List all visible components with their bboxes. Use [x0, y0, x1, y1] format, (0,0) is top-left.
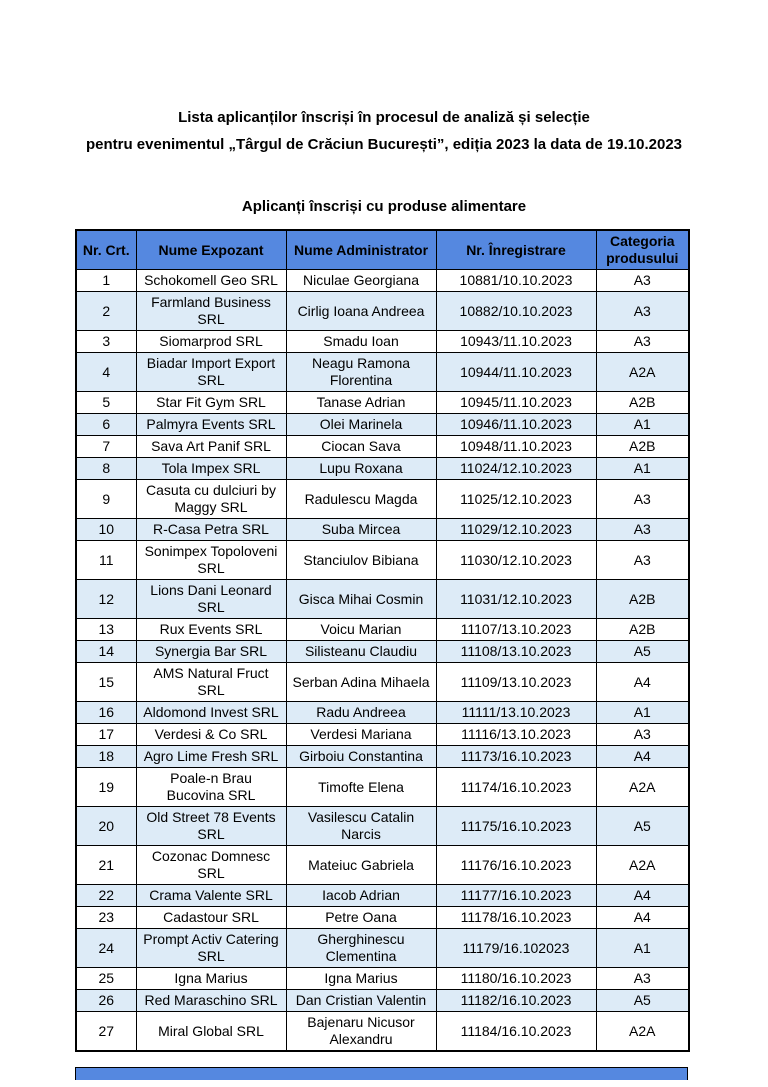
cell-nume-expozant: Rux Events SRL	[136, 619, 286, 641]
cell-categoria-produsului: A3	[596, 292, 689, 331]
cell-nr-inregistrare: 11111/13.10.2023	[436, 702, 596, 724]
cell-nume-expozant: Cozonac Domnesc SRL	[136, 846, 286, 885]
page-title	[0, 0, 768, 158]
table-row	[76, 480, 689, 519]
cell-nume-expozant: Siomarprod SRL	[136, 331, 286, 353]
cell-nr-inregistrare: 11182/16.10.2023	[436, 990, 596, 1012]
cell-nr-crt: 3	[76, 331, 136, 353]
cell-nume-administrator: Suba Mircea	[286, 519, 436, 541]
cell-nr-crt: 10	[76, 519, 136, 541]
table-row	[76, 907, 689, 929]
cell-nume-expozant: Crama Valente SRL	[136, 885, 286, 907]
table-row	[76, 641, 689, 663]
applicants-table	[75, 229, 690, 1052]
cell-nr-inregistrare: 11029/12.10.2023	[436, 519, 596, 541]
cell-categoria-produsului: A1	[596, 929, 689, 968]
column-header-nr-inregistrare: Nr. Înregistrare	[436, 230, 596, 270]
table-row	[76, 458, 689, 480]
cell-nr-inregistrare: 11176/16.10.2023	[436, 846, 596, 885]
cell-nr-crt: 25	[76, 968, 136, 990]
table-header-row	[76, 230, 689, 270]
cell-nume-expozant: Synergia Bar SRL	[136, 641, 286, 663]
table-row	[76, 663, 689, 702]
cell-nume-expozant: Biadar Import Export SRL	[136, 353, 286, 392]
cell-categoria-produsului: A3	[596, 541, 689, 580]
cell-nume-expozant: Casuta cu dulciuri by Maggy SRL	[136, 480, 286, 519]
cell-nume-administrator: Radulescu Magda	[286, 480, 436, 519]
cell-nr-inregistrare: 11108/13.10.2023	[436, 641, 596, 663]
cell-nume-administrator: Silisteanu Claudiu	[286, 641, 436, 663]
cell-nume-expozant: R-Casa Petra SRL	[136, 519, 286, 541]
cell-nr-crt: 26	[76, 990, 136, 1012]
table-row	[76, 990, 689, 1012]
cell-nr-crt: 20	[76, 807, 136, 846]
cell-nr-inregistrare: 11025/12.10.2023	[436, 480, 596, 519]
cell-nr-inregistrare: 11184/16.10.2023	[436, 1012, 596, 1052]
cell-nume-administrator: Verdesi Mariana	[286, 724, 436, 746]
cell-categoria-produsului: A5	[596, 990, 689, 1012]
column-header-categoria-produsului: Categoria produsului	[596, 230, 689, 270]
column-header-nume-administrator: Nume Administrator	[286, 230, 436, 270]
cell-categoria-produsului: A3	[596, 968, 689, 990]
cell-categoria-produsului: A3	[596, 331, 689, 353]
cell-nume-administrator: Cirlig Ioana Andreea	[286, 292, 436, 331]
cell-nume-administrator: Ciocan Sava	[286, 436, 436, 458]
cell-nume-expozant: Igna Marius	[136, 968, 286, 990]
cell-nume-expozant: Sava Art Panif SRL	[136, 436, 286, 458]
cell-nume-administrator: Mateiuc Gabriela	[286, 846, 436, 885]
cell-categoria-produsului: A3	[596, 270, 689, 292]
cell-categoria-produsului: A2B	[596, 392, 689, 414]
cell-nr-inregistrare: 10882/10.10.2023	[436, 292, 596, 331]
cell-nume-administrator: Petre Oana	[286, 907, 436, 929]
cell-nume-expozant: Cadastour SRL	[136, 907, 286, 929]
cell-nume-expozant: Lions Dani Leonard SRL	[136, 580, 286, 619]
cell-categoria-produsului: A1	[596, 458, 689, 480]
cell-categoria-produsului: A2B	[596, 436, 689, 458]
cell-nr-crt: 27	[76, 1012, 136, 1052]
cell-nr-inregistrare: 11179/16.102023	[436, 929, 596, 968]
page-title-line1: Lista aplicanților înscriși în procesul de analiză și selecție	[178, 109, 590, 126]
cell-nr-crt: 22	[76, 885, 136, 907]
table-row	[76, 885, 689, 907]
cell-nume-administrator: Radu Andreea	[286, 702, 436, 724]
cell-categoria-produsului: A2A	[596, 1012, 689, 1052]
cell-categoria-produsului: A2B	[596, 619, 689, 641]
table-row	[76, 541, 689, 580]
cell-nume-administrator: Iacob Adrian	[286, 885, 436, 907]
cell-nr-inregistrare: 11177/16.10.2023	[436, 885, 596, 907]
cell-nume-expozant: Sonimpex Topoloveni SRL	[136, 541, 286, 580]
cell-categoria-produsului: A3	[596, 480, 689, 519]
table-row	[76, 619, 689, 641]
cell-categoria-produsului: A2A	[596, 353, 689, 392]
table-row	[76, 768, 689, 807]
cell-nr-inregistrare: 11107/13.10.2023	[436, 619, 596, 641]
cell-nume-expozant: Miral Global SRL	[136, 1012, 286, 1052]
cell-nume-administrator: Smadu Ioan	[286, 331, 436, 353]
cell-nume-administrator: Gisca Mihai Cosmin	[286, 580, 436, 619]
column-header-nume-expozant: Nume Expozant	[136, 230, 286, 270]
cell-nr-crt: 23	[76, 907, 136, 929]
cell-nr-inregistrare: 10944/11.10.2023	[436, 353, 596, 392]
cell-nr-crt: 16	[76, 702, 136, 724]
table-row	[76, 929, 689, 968]
cell-nr-crt: 13	[76, 619, 136, 641]
cell-categoria-produsului: A1	[596, 414, 689, 436]
cell-nr-inregistrare: 11180/16.10.2023	[436, 968, 596, 990]
cell-nume-administrator: Vasilescu Catalin Narcis	[286, 807, 436, 846]
cell-nr-crt: 6	[76, 414, 136, 436]
cell-nume-expozant: Farmland Business SRL	[136, 292, 286, 331]
next-page-table-header-strip	[75, 1067, 688, 1080]
cell-nume-administrator: Dan Cristian Valentin	[286, 990, 436, 1012]
cell-nr-crt: 14	[76, 641, 136, 663]
cell-categoria-produsului: A4	[596, 907, 689, 929]
table-row	[76, 846, 689, 885]
cell-nume-administrator: Serban Adina Mihaela	[286, 663, 436, 702]
table-row	[76, 724, 689, 746]
cell-nr-crt: 17	[76, 724, 136, 746]
cell-nume-administrator: Stanciulov Bibiana	[286, 541, 436, 580]
cell-nume-expozant: Verdesi & Co SRL	[136, 724, 286, 746]
cell-nume-administrator: Tanase Adrian	[286, 392, 436, 414]
cell-nr-crt: 18	[76, 746, 136, 768]
table-row	[76, 436, 689, 458]
cell-nume-administrator: Lupu Roxana	[286, 458, 436, 480]
table-row	[76, 1012, 689, 1052]
cell-nume-administrator: Igna Marius	[286, 968, 436, 990]
cell-nr-crt: 7	[76, 436, 136, 458]
cell-nume-administrator: Olei Marinela	[286, 414, 436, 436]
cell-nr-crt: 21	[76, 846, 136, 885]
cell-nr-inregistrare: 11173/16.10.2023	[436, 746, 596, 768]
cell-nr-crt: 11	[76, 541, 136, 580]
table-row	[76, 414, 689, 436]
cell-nume-administrator: Gherghinescu Clementina	[286, 929, 436, 968]
table-row	[76, 331, 689, 353]
cell-nr-crt: 24	[76, 929, 136, 968]
cell-nr-inregistrare: 11031/12.10.2023	[436, 580, 596, 619]
cell-nr-crt: 4	[76, 353, 136, 392]
cell-nume-expozant: Prompt Activ Catering SRL	[136, 929, 286, 968]
table-row	[76, 270, 689, 292]
cell-nr-inregistrare: 11109/13.10.2023	[436, 663, 596, 702]
cell-nr-inregistrare: 11174/16.10.2023	[436, 768, 596, 807]
cell-nume-administrator: Neagu Ramona Florentina	[286, 353, 436, 392]
cell-nr-inregistrare: 11030/12.10.2023	[436, 541, 596, 580]
table-row	[76, 702, 689, 724]
cell-nr-inregistrare: 10945/11.10.2023	[436, 392, 596, 414]
cell-categoria-produsului: A5	[596, 807, 689, 846]
cell-categoria-produsului: A2B	[596, 580, 689, 619]
cell-nume-expozant: Red Maraschino SRL	[136, 990, 286, 1012]
cell-nr-inregistrare: 11116/13.10.2023	[436, 724, 596, 746]
cell-nr-inregistrare: 10943/11.10.2023	[436, 331, 596, 353]
table-row	[76, 580, 689, 619]
cell-nr-crt: 2	[76, 292, 136, 331]
table-row	[76, 968, 689, 990]
cell-categoria-produsului: A3	[596, 519, 689, 541]
table-row	[76, 807, 689, 846]
table-row	[76, 746, 689, 768]
cell-nr-crt: 9	[76, 480, 136, 519]
cell-categoria-produsului: A2A	[596, 768, 689, 807]
cell-categoria-produsului: A4	[596, 746, 689, 768]
column-header-nr-crt: Nr. Crt.	[76, 230, 136, 270]
cell-nume-expozant: Tola Impex SRL	[136, 458, 286, 480]
cell-nume-administrator: Bajenaru Nicusor Alexandru	[286, 1012, 436, 1052]
cell-nr-crt: 12	[76, 580, 136, 619]
cell-categoria-produsului: A4	[596, 885, 689, 907]
cell-categoria-produsului: A1	[596, 702, 689, 724]
cell-nr-crt: 15	[76, 663, 136, 702]
cell-nume-expozant: Poale-n Brau Bucovina SRL	[136, 768, 286, 807]
cell-nume-expozant: Agro Lime Fresh SRL	[136, 746, 286, 768]
cell-nr-inregistrare: 10948/11.10.2023	[436, 436, 596, 458]
cell-nr-inregistrare: 10946/11.10.2023	[436, 414, 596, 436]
cell-nr-inregistrare: 10881/10.10.2023	[436, 270, 596, 292]
table-row	[76, 292, 689, 331]
cell-categoria-produsului: A4	[596, 663, 689, 702]
cell-nr-crt: 1	[76, 270, 136, 292]
cell-nume-expozant: Aldomond Invest SRL	[136, 702, 286, 724]
cell-nume-administrator: Girboiu Constantina	[286, 746, 436, 768]
table-row	[76, 519, 689, 541]
table-row	[76, 392, 689, 414]
cell-nume-administrator: Niculae Georgiana	[286, 270, 436, 292]
cell-nume-expozant: AMS Natural Fruct SRL	[136, 663, 286, 702]
section-title: Aplicanți înscriși cu produse alimentare	[241, 198, 527, 215]
table-row	[76, 353, 689, 392]
cell-nume-expozant: Schokomell Geo SRL	[136, 270, 286, 292]
cell-nr-crt: 19	[76, 768, 136, 807]
page-title-line2: pentru evenimentul „Târgul de Crăciun București”, ediția 2023 la data de 19.10.2023	[85, 136, 683, 153]
cell-nr-inregistrare: 11178/16.10.2023	[436, 907, 596, 929]
cell-categoria-produsului: A2A	[596, 846, 689, 885]
cell-categoria-produsului: A5	[596, 641, 689, 663]
cell-nume-administrator: Timofte Elena	[286, 768, 436, 807]
cell-nume-administrator: Voicu Marian	[286, 619, 436, 641]
cell-nr-inregistrare: 11024/12.10.2023	[436, 458, 596, 480]
cell-nr-inregistrare: 11175/16.10.2023	[436, 807, 596, 846]
cell-categoria-produsului: A3	[596, 724, 689, 746]
table-body	[76, 270, 689, 1052]
cell-nr-crt: 5	[76, 392, 136, 414]
cell-nr-crt: 8	[76, 458, 136, 480]
cell-nume-expozant: Star Fit Gym SRL	[136, 392, 286, 414]
cell-nume-expozant: Palmyra Events SRL	[136, 414, 286, 436]
cell-nume-expozant: Old Street 78 Events SRL	[136, 807, 286, 846]
